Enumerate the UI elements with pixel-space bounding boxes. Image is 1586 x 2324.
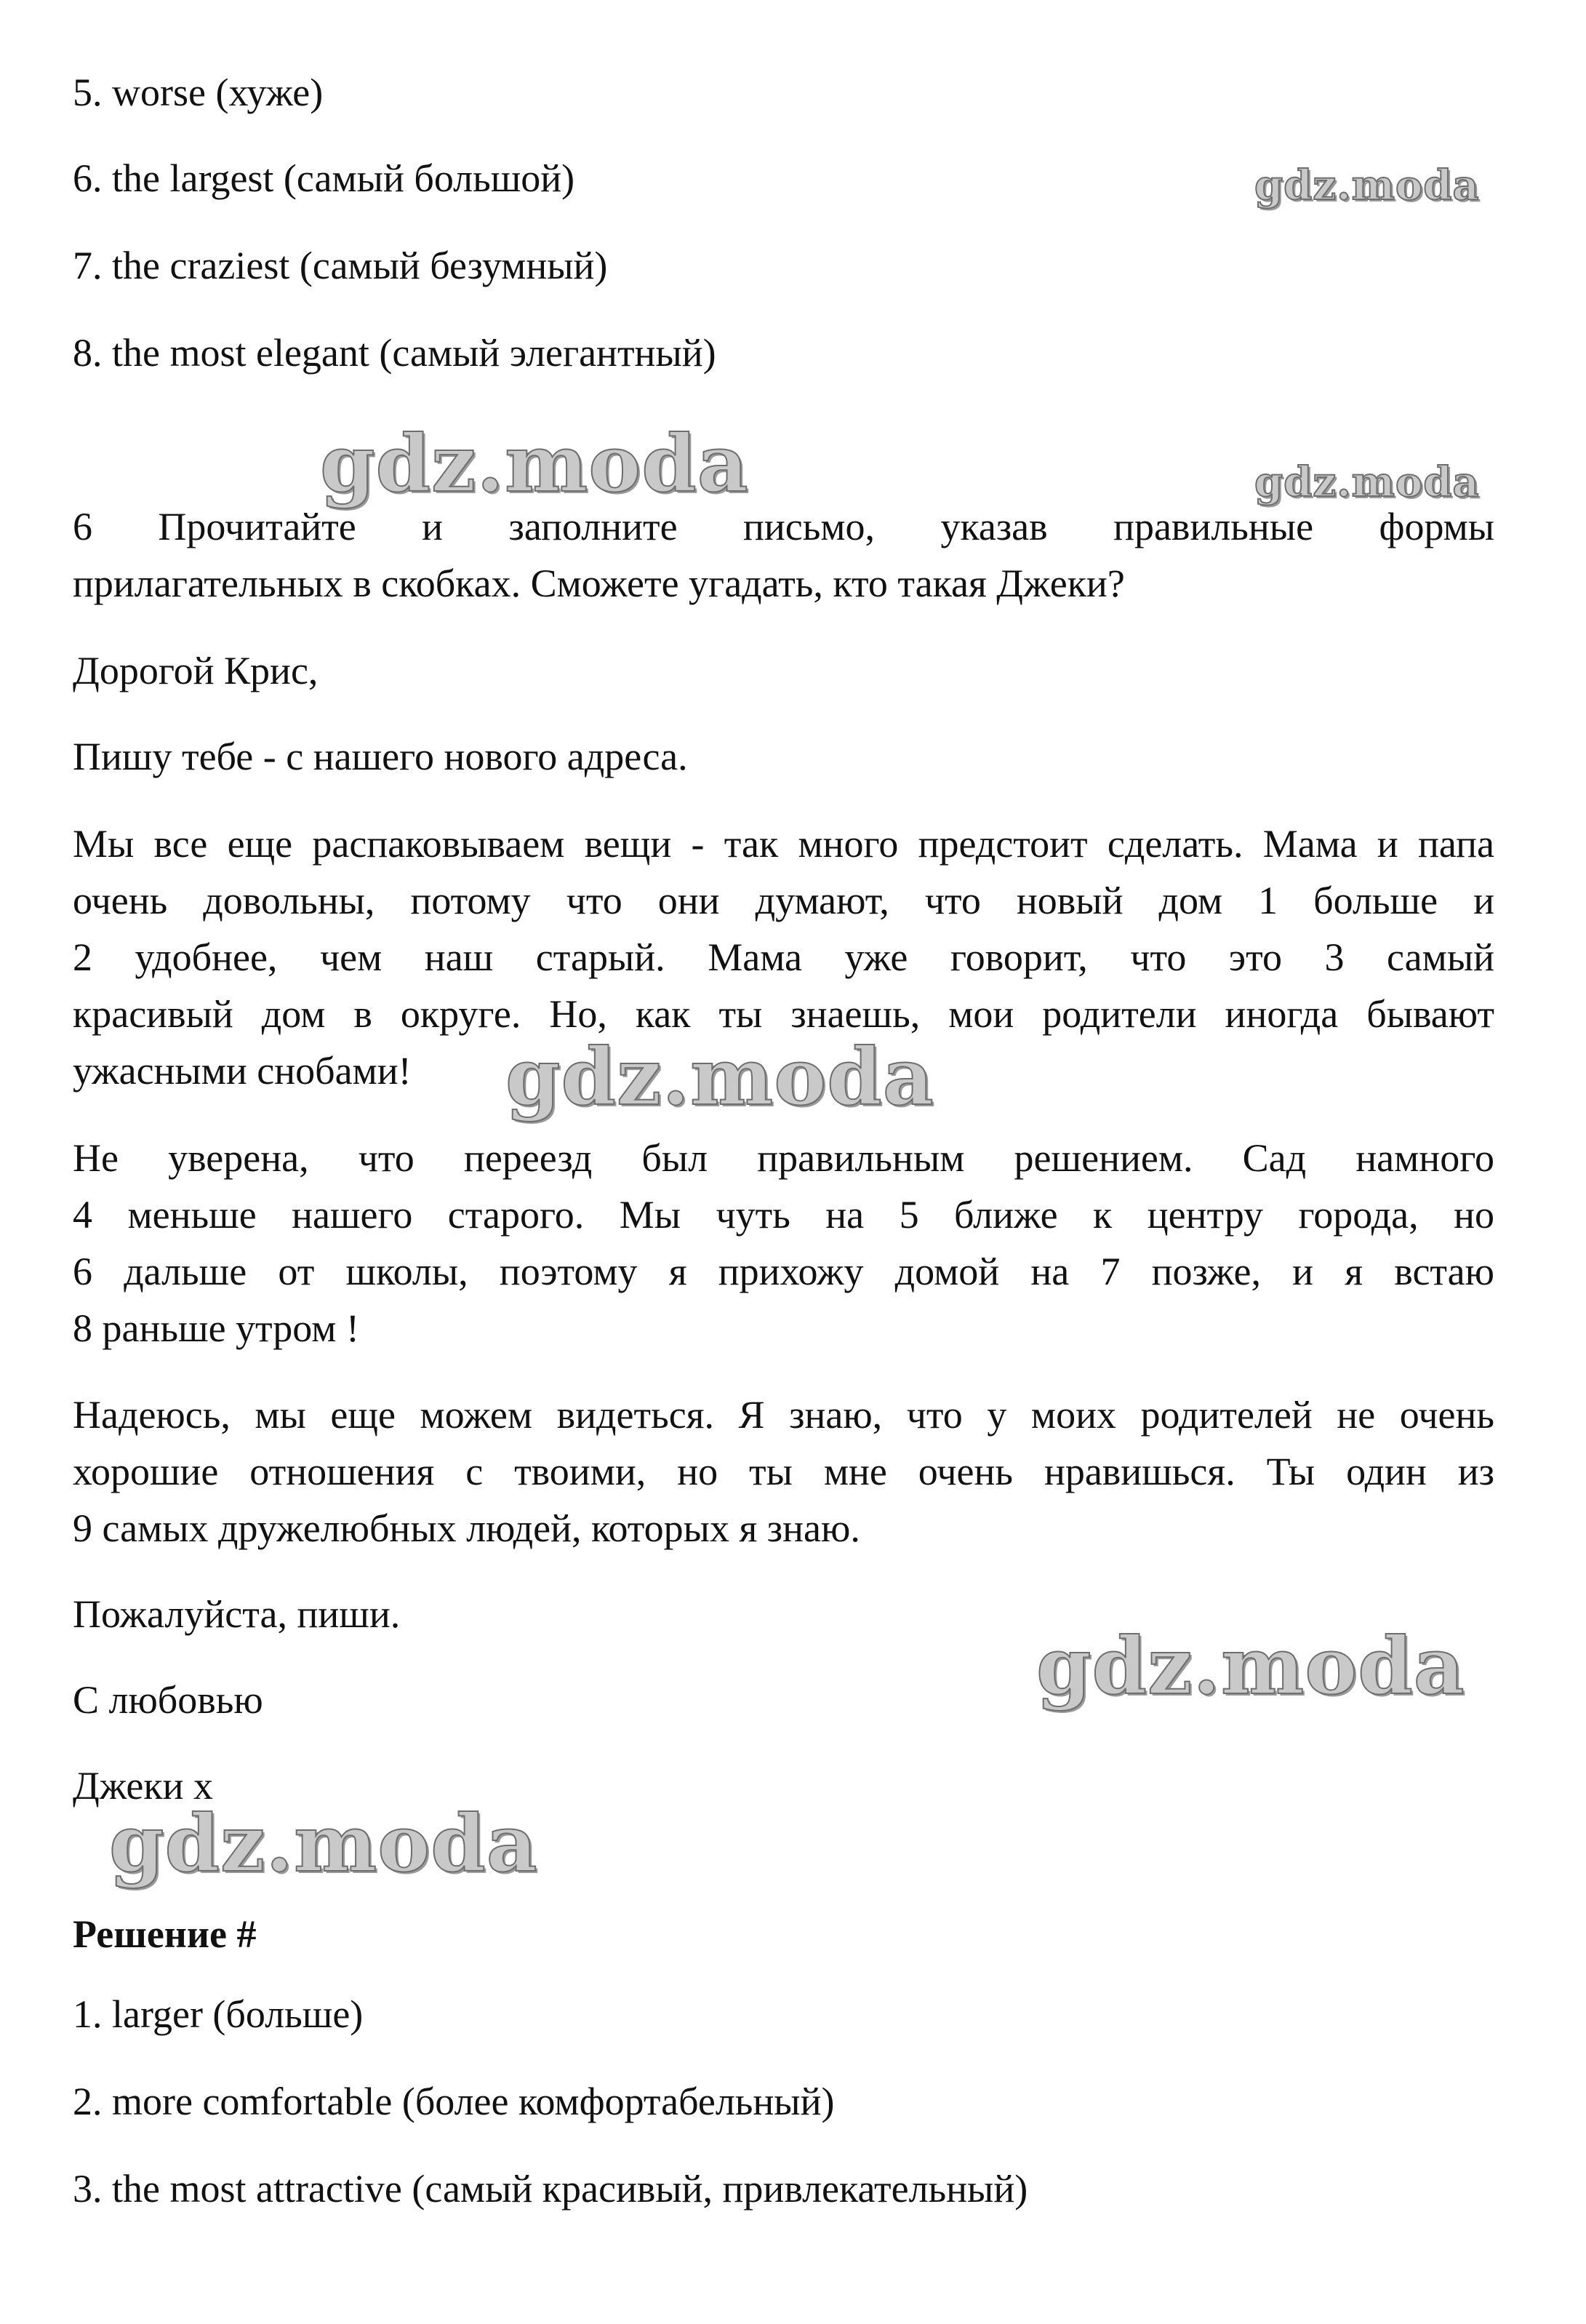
task-number: 6 xyxy=(73,505,92,548)
watermark-logo: gdz.moda xyxy=(109,1798,538,1890)
letter-signature: Джеки x xyxy=(73,1764,214,1808)
letter-paragraph-4-line: хорошие отношения с твоими, но ты мне очень нравишься. Ты один из xyxy=(73,1450,1494,1493)
letter-paragraph-3-line: 6 дальше от школы, поэтому я прихожу домой на 7 позже, и я встаю xyxy=(73,1250,1494,1293)
solution-answer-1: 1. larger (больше) xyxy=(73,1992,364,2036)
letter-greeting: Дорогой Крис, xyxy=(73,649,319,692)
task-word: письмо, xyxy=(742,505,876,548)
task-word: заполните xyxy=(508,505,678,548)
letter-closing-please-write: Пожалуйста, пиши. xyxy=(73,1592,401,1636)
watermark-logo: gdz.moda xyxy=(320,418,749,510)
answer-8: 8. the most elegant (самый элегантный) xyxy=(73,331,716,375)
letter-paragraph-2-line: очень довольны, потому что они думают, что новый дом 1 больше и xyxy=(73,879,1494,922)
letter-paragraph-2-line: Мы все еще распаковываем вещи - так много предстоит сделать. Мама и папа xyxy=(73,822,1494,866)
letter-paragraph-3-line: 4 меньше нашего старого. Мы чуть на 5 ближе к центру города, но xyxy=(73,1193,1494,1237)
letter-paragraph-4-last: 9 самых дружелюбных людей, которых я знаю. xyxy=(73,1506,860,1550)
letter-paragraph-2-last: ужасными снобами! xyxy=(73,1049,412,1093)
solution-answer-3: 3. the most attractive (самый красивый, привлекательный) xyxy=(73,2167,1028,2211)
solution-answer-2: 2. more comfortable (более комфортабельный) xyxy=(73,2080,835,2123)
letter-paragraph-3-last: 8 раньше утром ! xyxy=(73,1306,359,1350)
task-line-2: прилагательных в скобках. Сможете угадать, кто такая Джеки? xyxy=(73,562,1125,605)
watermark-logo: gdz.moda xyxy=(1254,458,1480,506)
watermark-logo: gdz.moda xyxy=(1036,1621,1465,1712)
answer-5: 5. worse (хуже) xyxy=(73,71,324,114)
solution-heading: Решение # xyxy=(73,1912,257,1956)
letter-closing-with-love: С любовью xyxy=(73,1678,263,1722)
letter-paragraph-2-line: красивый дом в округе. Но, как ты знаешь, мои родители иногда бывают xyxy=(73,992,1494,1036)
letter-paragraph-1: Пишу тебе - с нашего нового адреса. xyxy=(73,735,688,778)
letter-paragraph-3-line: Не уверена, что переезд был правильным решением. Сад намного xyxy=(73,1136,1494,1180)
task-word: Прочитайте xyxy=(158,505,356,548)
answer-7: 7. the craziest (самый безумный) xyxy=(73,244,608,287)
letter-paragraph-4-line: Надеюсь, мы еще можем видеться. Я знаю, что у моих родителей не очень xyxy=(73,1393,1494,1437)
task-line-1 xyxy=(73,507,1494,546)
task-word: указав xyxy=(940,505,1048,548)
task-word: и xyxy=(422,505,444,548)
task-word: формы xyxy=(1379,505,1495,548)
watermark-logo: gdz.moda xyxy=(1254,161,1480,209)
task-word: правильные xyxy=(1113,505,1314,548)
letter-paragraph-2-line: 2 удобнее, чем наш старый. Мама уже говорит, что это 3 самый xyxy=(73,935,1494,979)
answer-6: 6. the largest (самый большой) xyxy=(73,156,575,200)
watermark-logo: gdz.moda xyxy=(505,1031,934,1123)
